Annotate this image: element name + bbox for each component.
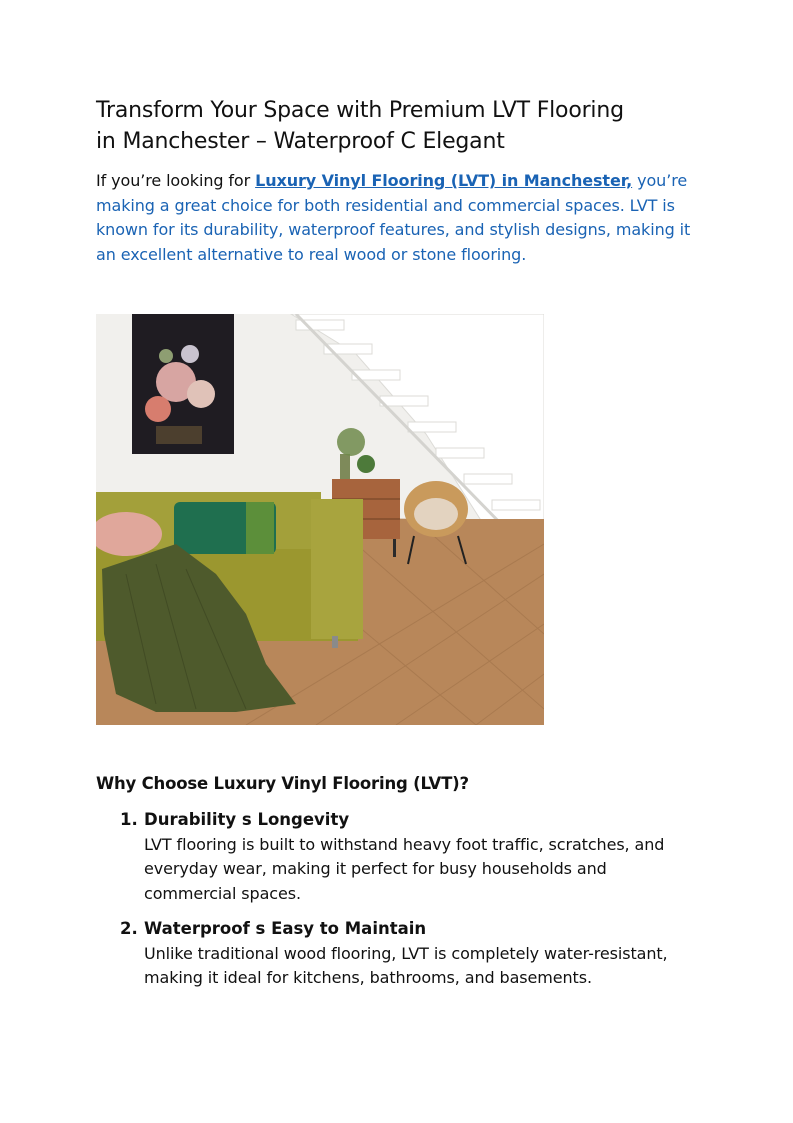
item-description: LVT flooring is built to withstand heavy foot traffic, scratches, and everyday wear, making it perfect for busy households and commercial spaces.: [144, 834, 665, 903]
intro-rest: you’re making a great choice for both residential and commercial spaces. LVT is known for its durability, waterproof features, and stylish designs, making it an excellent alternative to real wood or stone flooring.: [96, 171, 691, 264]
list-item: [96, 917, 696, 991]
lvt-manchester-link[interactable]: Luxury Vinyl Flooring (LVT) in Manchester,: [255, 171, 633, 190]
list-item: [96, 808, 696, 906]
item-number: 1.: [120, 810, 138, 829]
title-line-2: in Manchester – Waterproof C Elegant: [96, 129, 505, 154]
item-number: 2.: [120, 919, 138, 938]
title-line-1: Transform Your Space with Premium LVT Flooring: [96, 98, 624, 123]
benefits-list: [96, 808, 696, 1002]
item-heading: Waterproof s Easy to Maintain: [144, 919, 427, 938]
item-heading: Durability s Longevity: [144, 810, 350, 829]
intro-lead: If you’re looking for: [96, 171, 256, 190]
section-heading: Why Choose Luxury Vinyl Flooring (LVT)?: [96, 774, 469, 793]
living-room-photo: [96, 314, 544, 725]
page-title: [96, 95, 696, 157]
intro-paragraph: [96, 169, 696, 267]
item-description: Unlike traditional wood flooring, LVT is completely water-resistant, making it ideal for kitchens, bathrooms, and basements.: [144, 943, 668, 987]
